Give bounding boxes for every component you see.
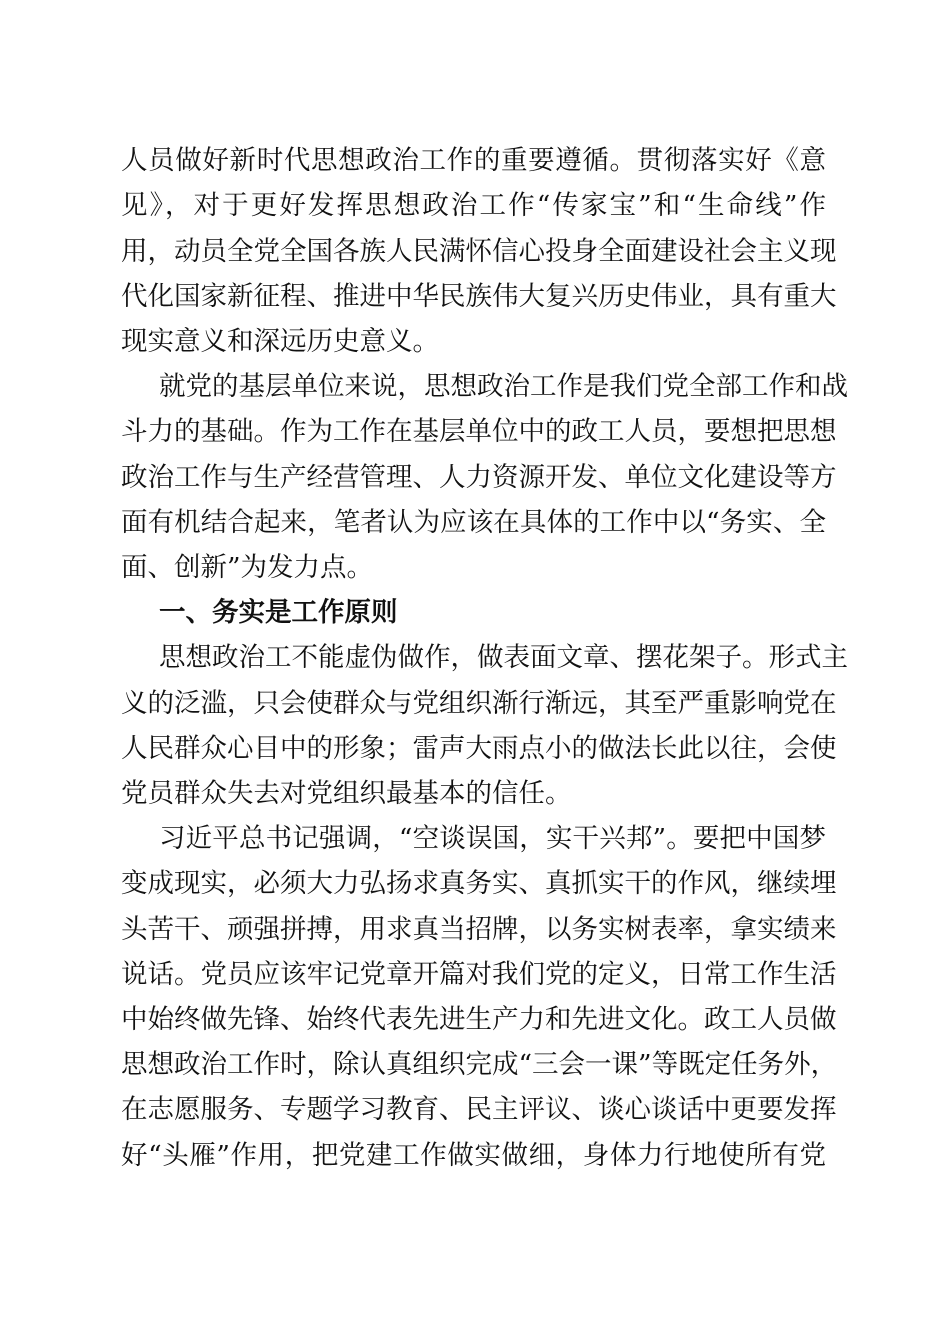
paragraph-4-line-3: 头苦干、顽强拼搏，用求真当招牌，以务实树表率，拿实绩来 — [121, 914, 837, 945]
paragraph-4-line-5: 中始终做先锋、始终代表先进生产力和先进文化。政工人员做 — [121, 1004, 837, 1035]
paragraph-2-line-4: 面有机结合起来，笔者认为应该在具体的工作中以“务实、全 — [121, 507, 826, 538]
paragraph-4-line-2: 变成现实，必须大力弘扬求真务实、真抓实干的作风，继续埋 — [121, 868, 837, 899]
paragraph-1-line-3: 用，动员全党全国各族人民满怀信心投身全面建设社会主义现 — [121, 236, 837, 267]
paragraph-3-line-2: 义的泛滥，只会使群众与党组织渐行渐远，其至严重影响党在 — [121, 688, 837, 719]
paragraph-4-line-7: 在志愿服务、专题学习教育、民主评议、谈心谈话中更要发挥 — [121, 1094, 837, 1125]
paragraph-2-line-5: 面、创新”为发力点。 — [121, 552, 374, 583]
paragraph-2-line-3: 政治工作与生产经营管理、人力资源开发、单位文化建设等方 — [121, 462, 837, 493]
paragraph-2-line-2: 斗力的基础。作为工作在基层单位中的政工人员，要想把思想 — [121, 416, 837, 447]
paragraph-4-line-8: 好“头雁”作用，把党建工作做实做细，身体力行地使所有党 — [121, 1140, 826, 1171]
paragraph-3-line-3: 人民群众心目中的形象；雷声大雨点小的做法长此以往，会使 — [121, 733, 837, 764]
paragraph-3-line-4: 党员群众失去对党组织最基本的信任。 — [121, 778, 572, 809]
paragraph-1-line-1: 人员做好新时代思想政治工作的重要遵循。贯彻落实好《意 — [121, 145, 826, 176]
paragraph-1-line-4: 代化国家新征程、推进中华民族伟大复兴历史伟业，具有重大 — [121, 281, 837, 312]
paragraph-4-line-1: 习近平总书记强调，“空谈误国，实干兴邦”。要把中国梦 — [159, 823, 826, 854]
paragraph-4-line-4: 说话。党员应该牢记党章开篇对我们党的定义，日常工作生活 — [121, 959, 837, 990]
paragraph-2-line-1: 就党的基层单位来说，思想政治工作是我们党全部工作和战 — [159, 371, 848, 402]
paragraph-4-line-6: 思想政治工作时，除认真组织完成“三会一课”等既定任务外， — [121, 1049, 838, 1080]
section-heading: 一、务实是工作原则 — [159, 597, 398, 628]
paragraph-1-line-2: 见》，对于更好发挥思想政治工作“传家宝”和“生命线”作 — [121, 190, 826, 221]
paragraph-3-line-1: 思想政治工不能虚伪做作，做表面文章、摆花架子。形式主 — [159, 642, 848, 673]
paragraph-1-line-5: 现实意义和深远历史意义。 — [121, 326, 439, 357]
